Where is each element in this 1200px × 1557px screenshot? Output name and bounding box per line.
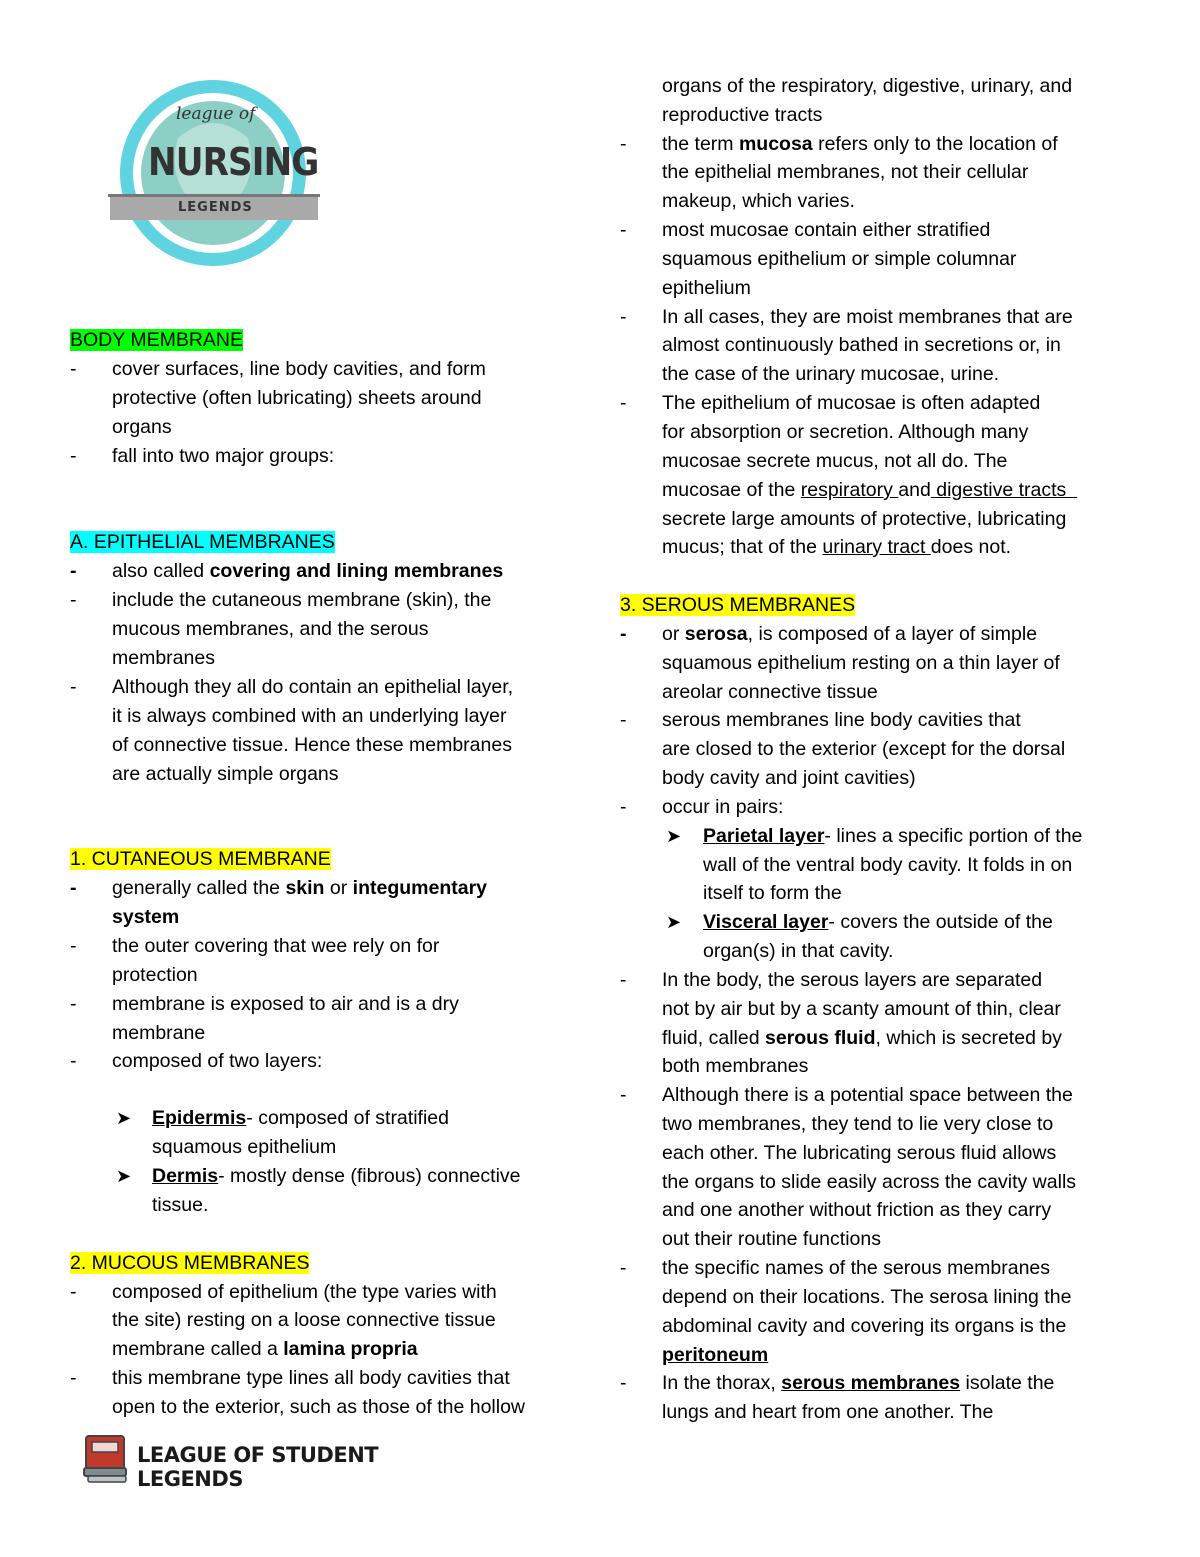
bullet-line: protective (often lubricating) sheets around <box>112 387 482 409</box>
bullet-line: and one another without friction as they carry <box>662 1199 1052 1221</box>
bullet-line: for absorption or secretion. Although many <box>662 421 1029 443</box>
logo-text-nursing: NURSING <box>148 140 319 184</box>
bullet-line: are actually simple organs <box>112 763 339 785</box>
bullet-line: depend on their locations. The serosa lining the <box>662 1286 1072 1308</box>
sub-bullet-line: squamous epithelium <box>152 1136 337 1158</box>
bullet-line: squamous epithelium resting on a thin layer of <box>662 652 1060 674</box>
bullet-line: lungs and heart from one another. The <box>662 1401 994 1423</box>
sub-bullet-line: itself to form the <box>703 882 842 904</box>
bullet-line: two membranes, they tend to lie very close to <box>662 1113 1054 1135</box>
sub-bullet-line: wall of the ventral body cavity. It folds in on <box>703 854 1073 876</box>
league-of-nursing-legends-logo <box>108 78 320 268</box>
arrow-bullet-icon: ➤ <box>116 1108 132 1128</box>
bullet-line: makeup, which varies. <box>662 190 855 212</box>
heading-body-membrane: BODY MEMBRANE <box>70 329 244 351</box>
bullet-line: it is always combined with an underlying layer <box>112 705 507 727</box>
bullet-line: membrane <box>112 1022 206 1044</box>
bullet-line: system <box>112 906 180 928</box>
bullet-line: organs <box>112 416 172 438</box>
bullet-line: not by air but by a scanty amount of thin, clear <box>662 998 1061 1020</box>
arrow-bullet-icon: ➤ <box>666 826 682 846</box>
logo-text-legends: LEGENDS <box>178 200 253 215</box>
bullet-line: areolar connective tissue <box>662 681 878 703</box>
bullet-line: open to the exterior, such as those of the hollow <box>112 1396 526 1418</box>
bullet-line: squamous epithelium or simple columnar <box>662 248 1017 270</box>
sub-bullet-line: organ(s) in that cavity. <box>703 940 894 962</box>
bullet-line: membranes <box>112 647 215 669</box>
bullet-line: the case of the urinary mucosae, urine. <box>662 363 1000 385</box>
bullet-line: body cavity and joint cavities) <box>662 767 916 789</box>
bullet-line: fluid, called serous fluid, which is secreted by <box>662 1027 1062 1049</box>
logo-text-league-of: league of <box>176 104 256 124</box>
bullet-line: organs of the respiratory, digestive, urinary, and <box>662 75 1073 97</box>
heading-serous-membranes: 3. SEROUS MEMBRANES <box>620 594 856 616</box>
footer-brand <box>82 1430 442 1491</box>
bullet-line: peritoneum <box>662 1344 769 1366</box>
bullet-line: mucus; that of the urinary tract does not. <box>662 536 1012 558</box>
bullet-line: secrete large amounts of protective, lubricating <box>662 508 1067 530</box>
bullet-line: protection <box>112 964 198 986</box>
bullet-line: of connective tissue. Hence these membranes <box>112 734 512 756</box>
book-stack-icon <box>82 1430 132 1484</box>
heading-cutaneous-membrane: 1. CUTANEOUS MEMBRANE <box>70 848 331 870</box>
bullet-line: both membranes <box>662 1055 809 1077</box>
footer-text: LEAGUE OF STUDENT LEGENDS <box>137 1443 379 1491</box>
bullet-line: the organs to slide easily across the cavity walls <box>662 1171 1077 1193</box>
heading-epithelial-membranes: A. EPITHELIAL MEMBRANES <box>70 531 335 553</box>
bullet-line: each other. The lubricating serous fluid allows <box>662 1142 1057 1164</box>
bullet-line: mucosae of the respiratory and digestive tracts <box>662 479 1078 501</box>
bullet-line: reproductive tracts <box>662 104 823 126</box>
bullet-line: mucosae secrete mucus, not all do. The <box>662 450 1008 472</box>
arrow-bullet-icon: ➤ <box>666 912 682 932</box>
bullet-line: almost continuously bathed in secretions or, in <box>662 334 1061 356</box>
bullet-line: mucous membranes, and the serous <box>112 618 429 640</box>
bullet-line: out their routine functions <box>662 1228 881 1250</box>
heading-mucous-membranes: 2. MUCOUS MEMBRANES <box>70 1252 310 1274</box>
bullet-line: membrane called a lamina propria <box>112 1338 418 1360</box>
bullet-line: abdominal cavity and covering its organs is the <box>662 1315 1067 1337</box>
arrow-bullet-icon: ➤ <box>116 1166 132 1186</box>
bullet-line: the site) resting on a loose connective tissue <box>112 1309 496 1331</box>
bullet-line: are closed to the exterior (except for the dorsal <box>662 738 1066 760</box>
bullet-line: epithelium <box>662 277 751 299</box>
sub-bullet-line: tissue. <box>152 1194 209 1216</box>
bullet-line: the epithelial membranes, not their cellular <box>662 161 1029 183</box>
